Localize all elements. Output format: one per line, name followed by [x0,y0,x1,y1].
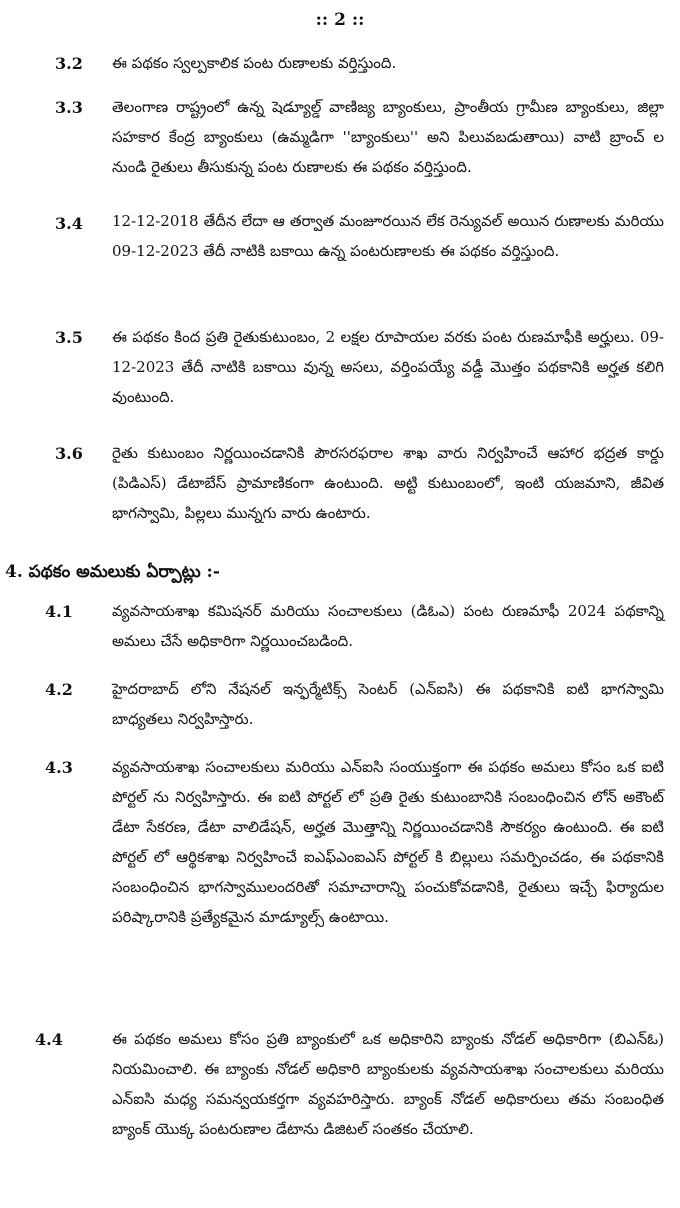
clause-number: 3.6 [55,444,83,463]
clause-number: 3.3 [55,98,83,117]
clause-number: 3.2 [55,54,83,73]
clause-text: రైతు కుటుంబం నిర్ణయించడానికి పౌరసరఫరాల శాఖ వారు నిర్వహించే ఆహార భద్రత కార్డు (పిడిఎస్) డేటాబేస్ ప్రామాణికంగా ఉంటుంది. అట్టి కుటుంబంలో, ఇంటి యజమాని, జీవిత భాగస్వామి, పిల్లలు మున్నగు వారు ఉంటారు. [112,444,664,522]
clause-number: 4.4 [35,1030,63,1049]
clause-text: తెలంగాణ రాష్ట్రంలో ఉన్న షెడ్యూల్డ్ వాణిజ్య బ్యాంకులు, ప్రాంతీయ గ్రామీణ బ్యాంకులు, జిల్లా సహకార కేంద్ర బ్యాంకులు (ఉమ్మడిగా ''బ్యాంకులు'' అని పిలువబడుతాయి) వాటి బ్రాంచ్ ల నుండి రైతులు తీసుకున్న పంట రుణాలకు ఈ పథకం వర్తిస్తుంది. [112,98,664,176]
clause-number: 4.3 [45,758,73,777]
clause-number: 4.2 [45,680,73,699]
clause-text: హైదరాబాద్ లోని నేషనల్ ఇన్ఫర్మేటిక్స్ సెంటర్ (ఎన్ఐసి) ఈ పథకానికి ఐటి భాగస్వామి బాధ్యతలు నిర్వహిస్తారు. [112,680,664,728]
page-number: :: 2 :: [315,10,365,30]
clause-text: వ్యవసాయశాఖ కమిషనర్ మరియు సంచాలకులు (డిఓఎ) పంట రుణమాఫీ 2024 పథకాన్ని అమలు చేసే అధికారిగా నిర్ణయించబడింది. [112,602,664,650]
section-heading: 4. పథకం అమలుకు ఏర్పాట్లు :- [5,562,220,582]
clause-number: 3.5 [55,328,83,347]
clause-number: 3.4 [55,214,83,233]
clause-text: ఈ పథకం కింద ప్రతి రైతుకుటుంబం, 2 లక్షల రూపాయల వరకు పంట రుణమాఫీకి అర్హులు. 09-12-2023 తేదీ నాటికి బకాయి వున్న అసలు, వర్తింపయ్యే వడ్డీ మొత్తం పథకానికి అర్హత కలిగి వుంటుంది. [112,328,664,406]
clause-number: 4.1 [45,602,73,621]
clause-text: ఈ పథకం స్వల్పకాలిక పంట రుణాలకు వర్తిస్తుంది. [112,54,397,72]
clause-text: ఈ పథకం అమలు కోసం ప్రతి బ్యాంకులో ఒక అధికారిని బ్యాంకు నోడల్ అధికారిగా (బిఎన్ఓ) నియమించాలి. ఈ బ్యాంకు నోడల్ అధికారి బ్యాంకులకు వ్యవసాయశాఖ సంచాలకులు మరియు ఎన్ఐసి మధ్య సమన్వయకర్తగా వ్యవహరిస్తారు. బ్యాంక్ నోడల్ అధికారులు తమ సంబంధిత బ్యాంక్ యొక్క పంటరుణాల డేటాను డిజిటల్ సంతకం చేయాలి. [112,1030,664,1138]
clause-text: వ్యవసాయశాఖ సంచాలకులు మరియు ఎన్ఐసి సంయుక్తంగా ఈ పథకం అమలు కోసం ఒక ఐటి పోర్టల్ ను నిర్వహిస్తారు. ఈ ఐటి పోర్టల్ లో ప్రతి రైతు కుటుంబానికి సంబంధించిన లోన్ అకౌంట్ డేటా సేకరణ, డేటా వాలిడేషన్, అర్హత మొత్తాన్ని నిర్ణయించడానికి సౌకర్యం ఉంటుంది. ఈ ఐటి పోర్టల్ లో ఆర్థికశాఖ నిర్వహించే ఐఎఫ్ఎంఐఎస్ పోర్టల్ కి బిల్లులు సమర్పించడం, ఈ పథకానికి సంబంధించిన భాగస్వాములందరితో సమాచారాన్ని పంచుకోవడానికి, రైతులు ఇచ్చే ఫిర్యాదుల పరిష్కారానికి ప్రత్యేకమైన మాడ్యూల్స్ ఉంటాయి. [112,758,664,926]
clause-text: 12-12-2018 తేదీన లేదా ఆ తర్వాత మంజూరయిన లేక రెన్యువల్ అయిన రుణాలకు మరియు 09-12-2023 తేదీ నాటికి బకాయి ఉన్న పంటరుణాలకు ఈ పథకం వర్తిస్తుంది. [112,212,664,260]
